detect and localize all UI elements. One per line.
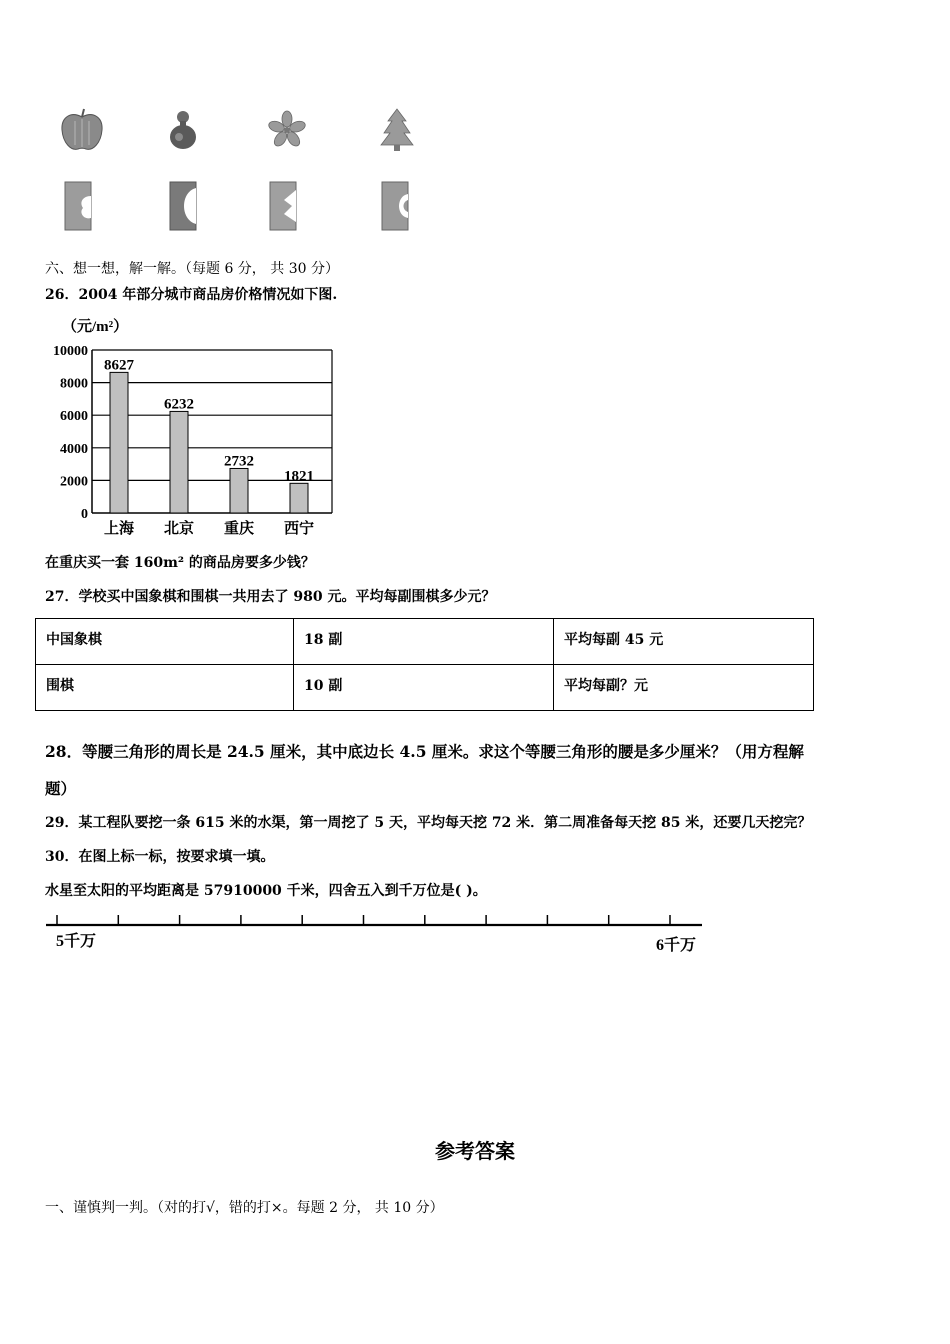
tree-shape-image	[372, 103, 422, 158]
chart-bar	[170, 411, 188, 513]
table-cell: 平均每副？元	[554, 665, 814, 711]
gourd-shape-image	[158, 103, 208, 158]
chart-ytick-label: 6000	[60, 409, 88, 425]
number-line-start-label: 5千万	[56, 933, 97, 950]
q29-text: 29．某工程队要挖一条 615 米的水渠，第一周挖了 5 天，平均每天挖 72 米．第二周准备每天挖 85 米，还要几天挖完？	[45, 815, 812, 831]
chart-data-label: 1821	[284, 468, 314, 485]
chart-bar	[290, 483, 308, 513]
chart-xtick-label: 西宁	[283, 521, 315, 537]
chart-bar	[230, 468, 248, 513]
q26-text: 26．2004 年部分城市商品房价格情况如下图.	[45, 287, 338, 303]
table-cell: 18 副	[294, 619, 554, 665]
chart-xtick-label: 重庆	[223, 521, 255, 537]
chart-data-label: 6232	[164, 396, 194, 413]
flower-shape-image	[262, 103, 312, 158]
chart-bar	[110, 372, 128, 513]
table-cell: 围棋	[36, 665, 294, 711]
q26-question: 在重庆买一套 160m² 的商品房要多少钱？	[45, 555, 315, 571]
apple-shape-image	[57, 103, 107, 158]
chart-xtick-label: 上海	[103, 521, 135, 537]
cutout-4-image	[372, 178, 422, 233]
chart-data-label: 8627	[104, 357, 134, 374]
chart-ylabel: （元/m²）	[62, 319, 129, 335]
q30-question: 水星至太阳的平均距离是 57910000 千米，四舍五入到千万位是( )。	[45, 883, 487, 899]
cutout-2-image	[158, 178, 208, 233]
chart-ytick-label: 10000	[53, 344, 88, 359]
cutout-1-image	[57, 178, 107, 233]
answers-section1: 一、谨慎判一判。（对的打√，错的打×。每题 2 分， 共 10 分）	[45, 1200, 444, 1216]
chart-data-label: 2732	[224, 453, 254, 470]
cutout-3-image	[262, 178, 312, 233]
q28-line2: 题）	[45, 779, 77, 798]
table-cell: 10 副	[294, 665, 554, 711]
table-cell: 平均每副 45 元	[554, 619, 814, 665]
q27-table	[35, 618, 814, 711]
table-row	[36, 619, 814, 665]
chart-ytick-label: 4000	[60, 441, 88, 457]
price-bar-chart	[40, 312, 340, 542]
table-row	[36, 665, 814, 711]
section6-heading: 六、想一想，解一解。（每题 6 分， 共 30 分）	[45, 261, 339, 277]
answers-title: 参考答案	[435, 1139, 515, 1163]
q28-line1: 28．等腰三角形的周长是 24.5 厘米，其中底边长 4.5 厘米。求这个等腰三角形的腰是多少厘米？（用方程解	[45, 742, 804, 761]
q27-text: 27．学校买中国象棋和围棋一共用去了 980 元。平均每副围棋多少元？	[45, 589, 496, 605]
table-cell: 中国象棋	[36, 619, 294, 665]
q30-text: 30．在图上标一标，按要求填一填。	[45, 849, 275, 865]
number-line-end-label: 6千万	[656, 937, 697, 954]
chart-xtick-label: 北京	[163, 521, 195, 537]
chart-ytick-label: 8000	[60, 376, 88, 392]
chart-ytick-label: 0	[81, 507, 88, 522]
chart-ytick-label: 2000	[60, 474, 88, 490]
number-line	[40, 908, 720, 958]
